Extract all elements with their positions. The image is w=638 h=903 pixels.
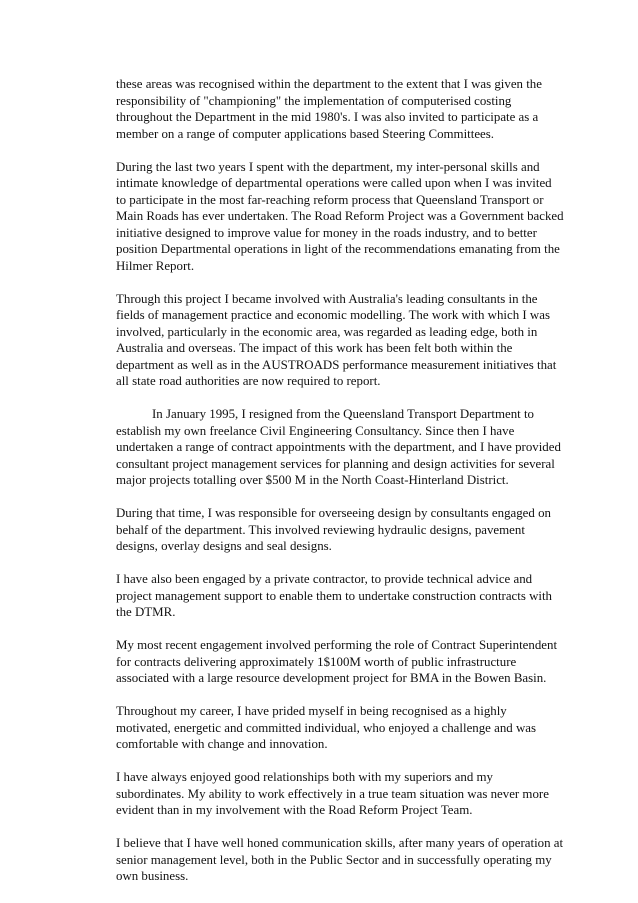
paragraph-design-oversight: During that time, I was responsible for overseeing design by consultants engaged on behalf of the department. This involved reviewing hydraulic designs, pavement designs, overlay designs and seal designs. (116, 506, 551, 553)
paragraph-private-contractor: I have also been engaged by a private contractor, to provide technical advice and project management support to enable them to undertake construction contracts with the DTMR. (116, 572, 552, 619)
paragraph-contract-superintendent: My most recent engagement involved performing the role of Contract Superintendent for contracts delivering approximately 1$100M worth of public infrastructure associated with a large resource development project for BMA in the Bowen Basin. (116, 638, 558, 685)
paragraph-consultants: Through this project I became involved with Australia's leading consultants in the fields of management practice and economic modelling. The work with which I was involved, particularly in the economic area, was regarded as leading edge, both in Australia and overseas. The impact of this work has been felt both within the department as well as in the AUSTROADS performance measurement initiatives that all state road authorities are now required to report. (116, 291, 557, 388)
paragraph-computerised-costing: these areas was recognised within the department to the extent that I was given the responsibility of "championing" the implementation of computerised costing throughout the Department in the mid 1980's. I was also invited to participate as a member on a range of computer applications based Steering Committees. (116, 77, 542, 141)
document-body (116, 76, 564, 901)
paragraph-freelance-consultancy: In January 1995, I resigned from the Queensland Transport Department to establish my own freelance Civil Engineering Consultancy. Since then I have undertaken a range of contract appointments with the department, and I have provided consultant project management services for planning and design activities for several major projects totalling over $500 M in the North Coast-Hinterland District. (116, 407, 561, 487)
paragraph-communication-skills: I believe that I have well honed communication skills, after many years of operation at senior management level, both in the Public Sector and in successfully operating my own business. (116, 836, 564, 883)
paragraph-career-motivation: Throughout my career, I have prided myself in being recognised as a highly motivated, energetic and committed individual, who enjoyed a challenge and was comfortable with change and innovation. (116, 704, 537, 751)
paragraph-road-reform-project: During the last two years I spent with the department, my inter-personal skills and intimate knowledge of departmental operations were called upon when I was invited to participate in the most far-reaching reform process that Queensland Transport or Main Roads has ever undertaken. The Road Reform Project was a Government backed initiative designed to improve value for money in the roads industry, and to better position Departmental operations in light of the recommendations emanating from the Hilmer Report. (116, 159, 564, 273)
paragraph-relationships: I have always enjoyed good relationships both with my superiors and my subordinates. My ability to work effectively in a true team situation was never more evident than in my involvement with the Road Reform Project Team. (116, 770, 549, 817)
